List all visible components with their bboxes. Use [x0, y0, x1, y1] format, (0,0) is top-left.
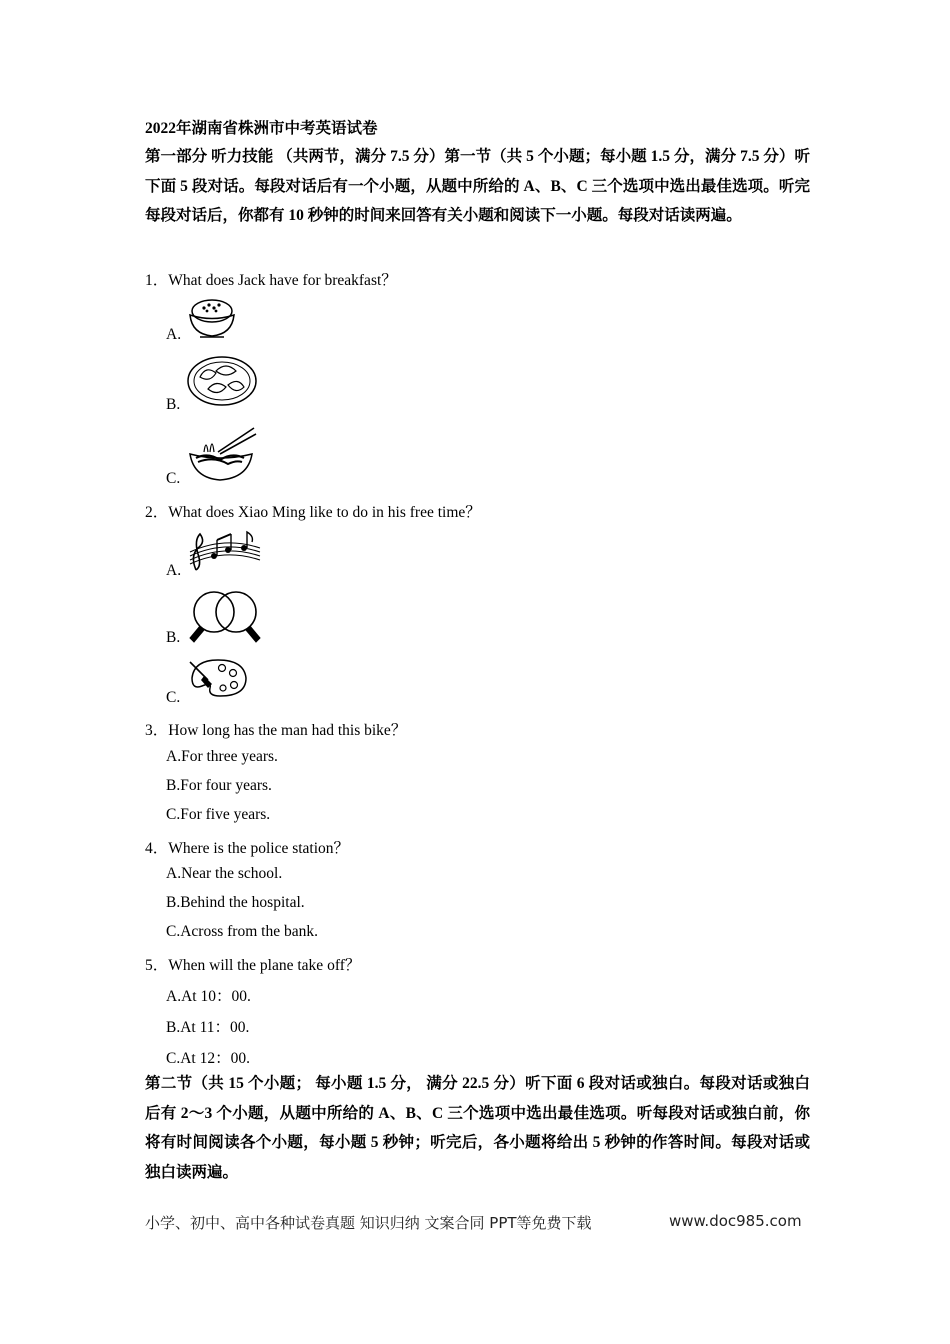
q2-option-b: B. — [166, 629, 181, 646]
noodles-bowl-icon — [184, 422, 258, 484]
question-1-stem: 1．What does Jack have for breakfast？ — [145, 272, 397, 289]
exam-title: 2022年湖南省株洲市中考英语试卷 — [145, 120, 378, 137]
dumplings-plate-icon — [186, 355, 258, 407]
q3-option-a: A.For three years. — [166, 748, 278, 765]
question-2-stem: 2．What does Xiao Ming like to do in his free time？ — [145, 504, 481, 521]
footer-text: 小学、初中、高中各种试卷真题 知识归纳 文案合同 PPT等免费下载 — [145, 1214, 592, 1232]
question-3-stem: 3．How long has the man had this bike？ — [145, 722, 407, 739]
part2-instructions: 第二节（共 15 个小题； 每小题 1.5 分， 满分 22.5 分）听下面 6 段对话或独白。每段对话或独白后有 2～3 个小题，从题中所给的 A、B、C 三个选项中选出最佳选项。听每段对话或独白前，你将有时间阅读各个小题，每小题 5 秒钟；听完后，各小题将给出 5 秒钟的作答时间。每段对话或独白读两遍。 — [145, 1075, 810, 1181]
q4-option-c: C.Across from the bank. — [166, 923, 318, 940]
q5-option-c: C.At 12：00. — [166, 1050, 250, 1067]
q5-option-a: A.At 10：00. — [166, 988, 251, 1005]
q5-option-b: B.At 11：00. — [166, 1019, 250, 1036]
q4-option-b: B.Behind the hospital. — [166, 894, 305, 911]
rice-bowl-icon — [186, 296, 238, 342]
q2-option-c: C. — [166, 689, 181, 706]
paint-palette-icon — [186, 656, 250, 700]
q1-option-c: C. — [166, 470, 181, 487]
q4-option-a: A.Near the school. — [166, 865, 283, 882]
q1-option-b: B. — [166, 396, 181, 413]
ping-pong-paddles-icon — [186, 588, 264, 644]
question-4-stem: 4．Where is the police station？ — [145, 840, 350, 857]
part1-instructions: 第一部分 听力技能 （共两节，满分 7.5 分）第一节（共 5 个小题；每小题 1.5 分，满分 7.5 分）听下面 5 段对话。每段对话后有一个小题，从题中所给的 A、B、C 三个选项中选出最佳选项。听完每段对话后，你都有 10 秒钟的时间来回答有关小题和阅读下一小题。每段对话读两遍。 — [145, 148, 810, 225]
q3-option-c: C.For five years. — [166, 806, 271, 823]
q1-option-a: A. — [166, 326, 182, 343]
q2-option-a: A. — [166, 562, 182, 579]
question-5-stem: 5．When will the plane take off？ — [145, 957, 361, 974]
footer-site-link[interactable]: www.doc985.com — [669, 1212, 802, 1230]
music-notes-icon — [186, 526, 262, 576]
q3-option-b: B.For four years. — [166, 777, 272, 794]
page-footer — [145, 1212, 805, 1233]
